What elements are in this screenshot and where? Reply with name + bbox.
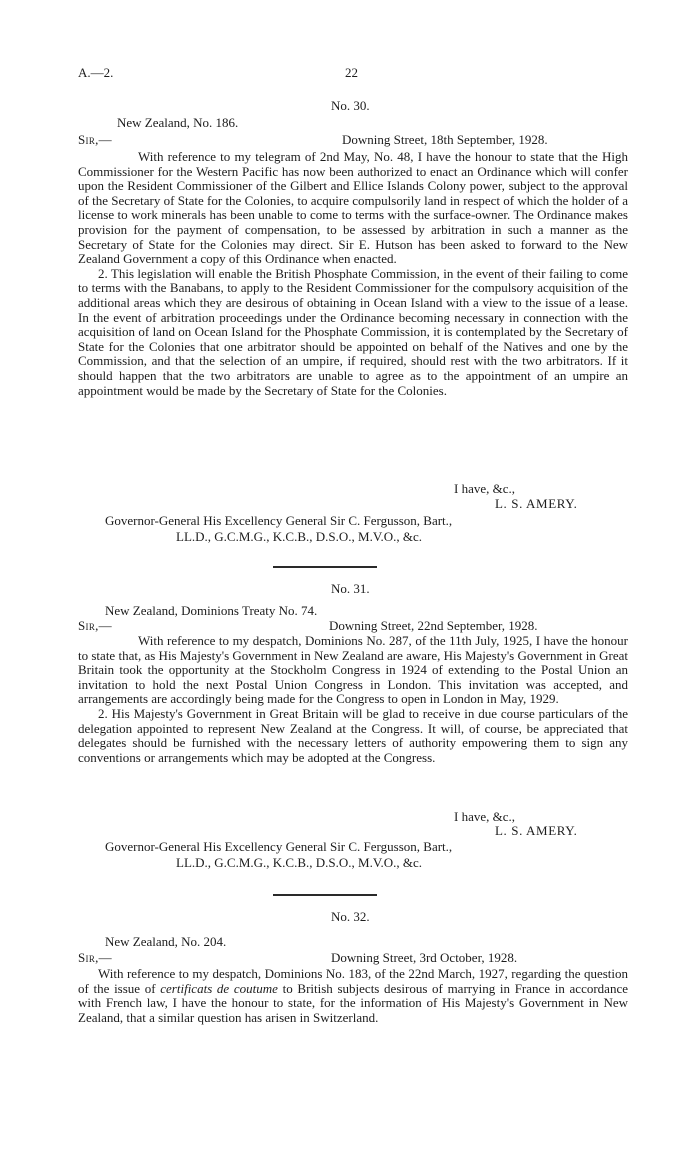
letter-30-place-date: Downing Street, 18th September, 1928. — [342, 132, 548, 147]
letter-32-body — [78, 967, 628, 1025]
letter-31-addressee-1: Governor-General His Excellency General Sir C. Fergusson, Bart., — [105, 839, 453, 854]
letter-30-salutation: Sir,— — [78, 132, 112, 147]
letter-31-paragraph-1: With reference to my despatch, Dominions No. 287, of the 11th July, 1925, I have the honour to state that, as His Majesty's Government in New Zealand are aware, His Majesty's Government in Great Britain took the opportunity at the Stockholm Congress in 1924 of extending to the Postal Union an invitation to hold the next Postal Union Congress in London. This invitation was accepted, and arrangements are accordingly being made for the Congress to open in London in May, 1929. — [78, 633, 628, 707]
letter-32-paragraph-pre: With reference to my despatch, Dominions No. 183, of the 22nd March, 1927, regarding the question of the issue of — [78, 966, 628, 996]
letter-32-number: No. 32. — [331, 909, 370, 924]
report-code: A.—2. — [78, 65, 114, 80]
letter-32-paragraph-italic: certificats de coutume — [160, 980, 278, 996]
letter-30-number: No. 30. — [331, 98, 370, 113]
letter-30-paragraph-2: 2. This legislation will enable the British Phosphate Commission, in the event of their failing to come to terms with the Banabans, to apply to the Resident Commissioner for the compulsory acquisition of the additional areas which they are desirous of obtaining in Ocean Island with a view to the issue of a lease. In the event of arbitration proceedings under the Ordinance becoming necessary in connection with the acquisition of land on Ocean Island for the Phosphate Commission, it is contemplated by the Secretary of State for the Colonies that one arbitrator should be appointed on behalf of the Natives and one by the Commission, and that the selection of an umpire, if required, should rest with the two arbitrators. If it should happen that the two arbitrators are unable to agree as to the appointment of an umpire an appointment would be made by the Secretary of State for the Colonies. — [78, 265, 628, 398]
letter-30-addressee-1: Governor-General His Excellency General Sir C. Fergusson, Bart., — [105, 513, 453, 528]
section-divider — [273, 894, 377, 896]
letter-31-addressee-2: LL.D., G.C.M.G., K.C.B., D.S.O., M.V.O., &c. — [176, 855, 423, 870]
letter-31-signature: L. S. AMERY. — [495, 823, 578, 838]
letter-30-body — [78, 150, 628, 398]
letter-30-closing: I have, &c., — [454, 481, 516, 496]
letter-31-number: No. 31. — [331, 581, 370, 596]
letter-30-reference: New Zealand, No. 186. — [117, 115, 239, 130]
letter-31-reference: New Zealand, Dominions Treaty No. 74. — [105, 603, 318, 618]
letter-30-paragraph-1: With reference to my telegram of 2nd May, No. 48, I have the honour to state that the High Commissioner for the Western Pacific has now been authorized to enact an Ordinance which will confer upon the Resident Commissioner of the Gilbert and Ellice Islands Colony power, subject to the approval of the Secretary of State for the Colonies, to acquire compulsorily land in respect of which the holder of a license to work minerals has been unable to come to terms with the surface-owner. The Ordinance makes provision for the payment of compensation, to be assessed by arbitration in such a manner as the Secretary of State for the Colonies may direct. Sir E. Hutson has been asked to forward to the New Zealand Government a copy of this Ordinance when enacted. — [78, 149, 628, 267]
letter-32-place-date: Downing Street, 3rd October, 1928. — [331, 950, 518, 965]
letter-31-place-date: Downing Street, 22nd September, 1928. — [329, 618, 538, 633]
letter-30-signature: L. S. AMERY. — [495, 496, 578, 511]
letter-32-paragraph-post: to British subjects desirous of marrying in France in accordance with French law, I have the honour to state, for the information of His Majesty's Government in New Zealand, that a similar question has arisen in Switzerland. — [78, 980, 628, 1025]
letter-32-salutation: Sir,— — [78, 950, 112, 965]
letter-30-addressee-2: LL.D., G.C.M.G., K.C.B., D.S.O., M.V.O., &c. — [176, 529, 423, 544]
letter-31-closing: I have, &c., — [454, 809, 516, 824]
letter-31-body — [78, 634, 628, 765]
letter-31-salutation: Sir,— — [78, 618, 112, 633]
section-divider — [273, 566, 377, 568]
letter-31-paragraph-2: 2. His Majesty's Government in Great Britain will be glad to receive in due course particulars of the delegation appointed to represent New Zealand at the Congress. It will, of course, be appreciated that delegates should be furnished with the necessary letters of authority empowering them to sign any conventions or arrangements which may be adopted at the Congress. — [78, 705, 628, 765]
letter-32-reference: New Zealand, No. 204. — [105, 934, 227, 949]
page-number: 22 — [345, 65, 358, 80]
letter-32-paragraph-1 — [78, 967, 628, 1025]
